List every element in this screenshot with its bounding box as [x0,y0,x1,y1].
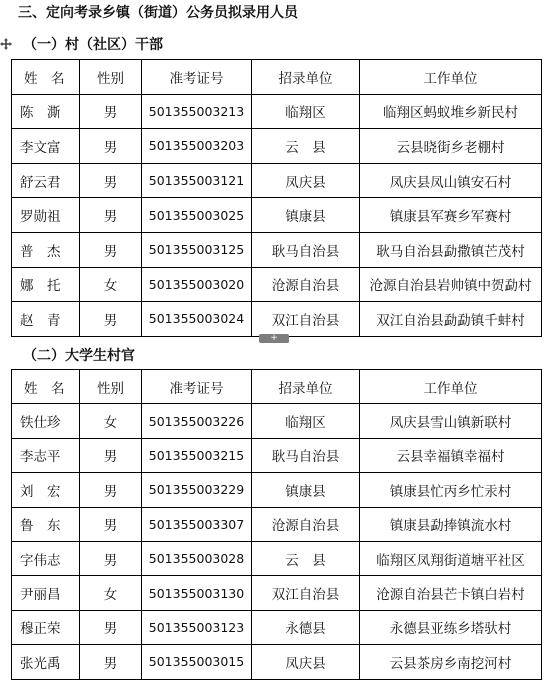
subsection-title-village-cadres: （一）村（社区）干部 [23,37,163,53]
cell-work-unit: 云县幸福镇幸福村 [360,438,542,472]
table-header-row [12,370,542,404]
header-exam-number: 准考证号 [142,60,252,95]
cell-recruiting-unit: 耿马自治县 [252,438,360,472]
cell-recruiting-unit: 双江自治县 [252,302,360,337]
cell-gender: 女 [80,576,142,610]
cell-name: 鲁 东 [12,507,80,541]
cell-work-unit: 凤庆县凤山镇安石村 [360,163,542,198]
table-row [12,645,542,679]
cell-gender: 男 [80,438,142,472]
header-name: 姓 名 [12,370,80,404]
cell-work-unit: 临翔区蚂蚁堆乡新民村 [360,94,542,129]
header-work-unit: 工作单位 [360,370,542,404]
college-village-officials-table [11,369,542,680]
cell-recruiting-unit: 双江自治县 [252,576,360,610]
cell-work-unit: 临翔区凤翔街道塘平社区 [360,541,542,575]
table-header-row [12,60,542,95]
table-row [12,438,542,472]
cell-exam-number: 501355003024 [142,302,252,337]
cell-gender: 男 [80,198,142,233]
cell-gender: 男 [80,645,142,679]
table-row [12,473,542,507]
cell-recruiting-unit: 临翔区 [252,404,360,438]
cell-gender: 男 [80,232,142,267]
cell-gender: 男 [80,541,142,575]
cell-work-unit: 沧源自治县岩帅镇中贺勐村 [360,267,542,302]
cell-work-unit: 镇康县忙丙乡忙汞村 [360,473,542,507]
cell-work-unit: 云县晓街乡老棚村 [360,129,542,164]
cell-exam-number: 501355003125 [142,232,252,267]
cell-name: 赵 青 [12,302,80,337]
cell-recruiting-unit: 凤庆县 [252,163,360,198]
cell-recruiting-unit: 凤庆县 [252,645,360,679]
cell-work-unit: 耿马自治县勐撒镇芒茂村 [360,232,542,267]
cell-name: 陈 澌 [12,94,80,129]
cell-recruiting-unit: 镇康县 [252,473,360,507]
cell-exam-number: 501355003028 [142,541,252,575]
cell-recruiting-unit: 耿马自治县 [252,232,360,267]
table-row [12,232,542,267]
table-row [12,576,542,610]
cell-recruiting-unit: 沧源自治县 [252,507,360,541]
table-row [12,267,542,302]
table-row [12,163,542,198]
table-move-handle-icon[interactable] [0,38,12,50]
table-row [12,129,542,164]
header-name: 姓 名 [12,60,80,95]
cell-recruiting-unit: 镇康县 [252,198,360,233]
cell-work-unit: 凤庆县雪山镇新联村 [360,404,542,438]
cell-work-unit: 沧源自治县芒卡镇白岩村 [360,576,542,610]
header-work-unit: 工作单位 [360,60,542,95]
cell-exam-number: 501355003203 [142,129,252,164]
cell-work-unit: 云县茶房乡南挖河村 [360,645,542,679]
cell-gender: 男 [80,129,142,164]
cell-exam-number: 501355003123 [142,610,252,644]
cell-exam-number: 501355003229 [142,473,252,507]
cell-exam-number: 501355003213 [142,94,252,129]
cell-name: 普 杰 [12,232,80,267]
cell-work-unit: 双江自治县勐勐镇千蚌村 [360,302,542,337]
cell-exam-number: 501355003020 [142,267,252,302]
cell-name: 字伟志 [12,541,80,575]
cell-gender: 男 [80,610,142,644]
cell-gender: 男 [80,302,142,337]
cell-name: 娜 托 [12,267,80,302]
section-title: 三、定向考录乡镇（街道）公务员拟录用人员 [18,5,298,21]
village-cadres-table [11,59,542,337]
cell-exam-number: 501355003307 [142,507,252,541]
cell-recruiting-unit: 云 县 [252,129,360,164]
table-splitter-handle[interactable]: + [259,334,289,343]
table-row [12,610,542,644]
cell-recruiting-unit: 云 县 [252,541,360,575]
cell-recruiting-unit: 临翔区 [252,94,360,129]
cell-gender: 男 [80,473,142,507]
header-exam-number: 准考证号 [142,370,252,404]
cell-gender: 男 [80,507,142,541]
cell-exam-number: 501355003215 [142,438,252,472]
subsection-title-college-village-officials: （二）大学生村官 [23,348,135,364]
cell-gender: 女 [80,267,142,302]
table-row [12,404,542,438]
header-recruiting-unit: 招录单位 [252,60,360,95]
cell-work-unit: 永德县亚练乡塔驮村 [360,610,542,644]
cell-gender: 男 [80,94,142,129]
table-row [12,541,542,575]
cell-gender: 男 [80,163,142,198]
cell-exam-number: 501355003121 [142,163,252,198]
header-recruiting-unit: 招录单位 [252,370,360,404]
table-row [12,302,542,337]
cell-name: 张光禹 [12,645,80,679]
table-row [12,198,542,233]
header-gender: 性别 [80,370,142,404]
cell-name: 罗勋祖 [12,198,80,233]
cell-recruiting-unit: 沧源自治县 [252,267,360,302]
cell-name: 铁仕珍 [12,404,80,438]
cell-name: 尹丽昌 [12,576,80,610]
table-row [12,94,542,129]
cell-work-unit: 镇康县勐捧镇流水村 [360,507,542,541]
cell-exam-number: 501355003015 [142,645,252,679]
table-row [12,507,542,541]
cell-recruiting-unit: 永德县 [252,610,360,644]
cell-work-unit: 镇康县军赛乡军赛村 [360,198,542,233]
cell-name: 舒云君 [12,163,80,198]
cell-name: 李志平 [12,438,80,472]
header-gender: 性别 [80,60,142,95]
cell-exam-number: 501355003226 [142,404,252,438]
cell-exam-number: 501355003130 [142,576,252,610]
cell-name: 李文富 [12,129,80,164]
cell-name: 刘 宏 [12,473,80,507]
cell-name: 穆正荣 [12,610,80,644]
cell-gender: 女 [80,404,142,438]
cell-exam-number: 501355003025 [142,198,252,233]
